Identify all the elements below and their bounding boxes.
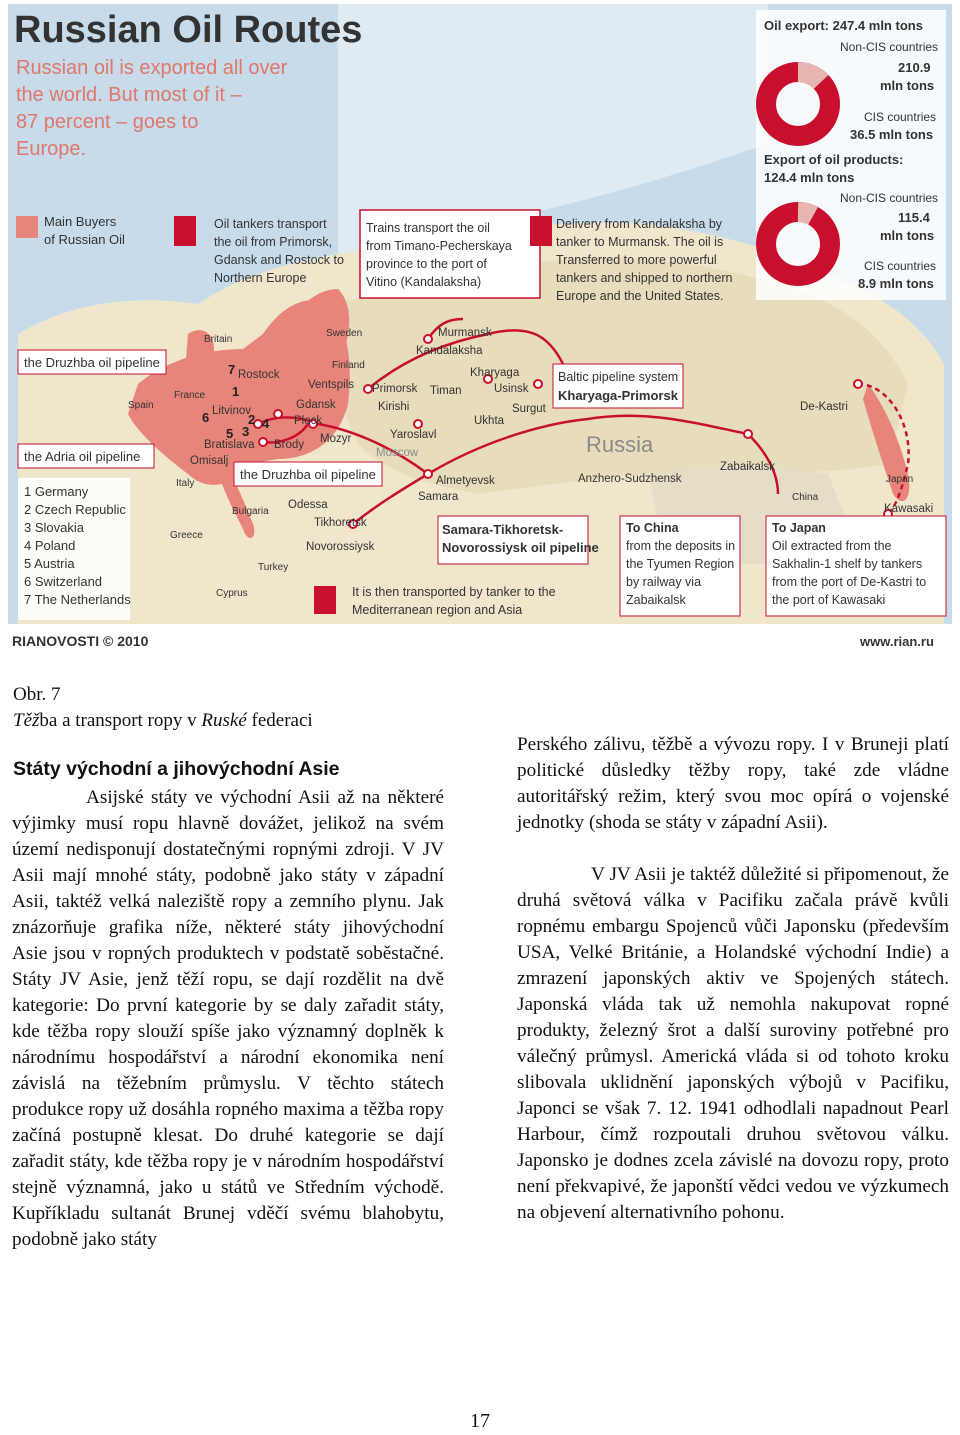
- svg-text:Oil tankers transport: Oil tankers transport: [214, 217, 327, 231]
- figure-caption: [13, 682, 313, 734]
- svg-text:Finland: Finland: [332, 360, 365, 371]
- svg-text:Non-CIS countries: Non-CIS countries: [840, 40, 939, 54]
- svg-text:De-Kastri: De-Kastri: [800, 401, 848, 413]
- svg-text:Murmansk: Murmansk: [438, 327, 492, 339]
- svg-text:tankers and shipped to norther: tankers and shipped to northern: [556, 271, 733, 285]
- svg-text:2: 2: [248, 412, 256, 427]
- svg-text:Ventspils: Ventspils: [308, 379, 355, 391]
- svg-text:the Druzhba oil pipeline: the Druzhba oil pipeline: [240, 467, 376, 482]
- druzhba-label-2: [234, 462, 382, 486]
- svg-text:the Tyumen Region: the Tyumen Region: [626, 557, 735, 571]
- figure-title: Těžba a transport ropy v Ruské federaci: [13, 710, 313, 731]
- svg-text:Main Buyers: Main Buyers: [44, 214, 117, 229]
- svg-text:Oil extracted from the: Oil extracted from the: [772, 539, 892, 553]
- japan-label: [766, 516, 946, 616]
- svg-text:Trains transport the oil: Trains transport the oil: [366, 221, 490, 235]
- svg-text:8.9 mln tons: 8.9 mln tons: [858, 276, 934, 291]
- map-website: www.rian.ru: [860, 634, 934, 649]
- svg-text:Tikhoretsk: Tikhoretsk: [314, 517, 367, 529]
- map-credit: RIANOVOSTI © 2010: [12, 633, 149, 649]
- svg-text:Kirishi: Kirishi: [378, 401, 410, 413]
- svg-text:7 The Netherlands: 7 The Netherlands: [24, 592, 131, 607]
- map-title: Russian Oil Routes: [14, 9, 363, 51]
- svg-text:Vitino (Kandalaksha): Vitino (Kandalaksha): [366, 275, 482, 289]
- svg-text:Almetyevsk: Almetyevsk: [436, 475, 495, 487]
- svg-text:Samara: Samara: [418, 491, 459, 503]
- paragraph: V JV Asii je taktéž důležité si připomenout, že druhá světová válka v Pacifiku začala právě kvůli ropnému embargu Spojenců vůči Japonsku (především USA, Velké Británie, a Holandské východní Indie) a zmrazení japonských aktiv ve Spojených státech. Japonská vláda tak už nemohla nakupovat ropné produkty, železný šrot a další suroviny potřebné pro válečný průmysl. Americká vláda si od tohoto kroku slibovala uklidnění japonských výbojů v Pacifiku, Japonci se však 7. 12. 1941 odhodlali napadnout Pearl Harbour, čímž rozpoutali druhou světovou válku. Japonsko je dodnes zcela závislé na dovozu ropy, proto není překvapivé, že japonští vědci vedou ve výzkumech na objevení alternativního pohonu.: [517, 864, 949, 1223]
- svg-text:It is then transported by tank: It is then transported by tanker to the: [352, 585, 556, 599]
- adria-label: [18, 444, 154, 468]
- box-kandalaksha: [530, 216, 733, 303]
- svg-text:1 Germany: 1 Germany: [24, 484, 89, 499]
- svg-text:Gdansk: Gdansk: [296, 399, 336, 411]
- svg-text:Omisalj: Omisalj: [190, 455, 229, 467]
- svg-text:Ukhta: Ukhta: [474, 415, 505, 427]
- svg-text:Surgut: Surgut: [512, 403, 546, 415]
- svg-text:Plock: Plock: [294, 415, 323, 427]
- svg-text:Kharyaga: Kharyaga: [470, 367, 520, 379]
- svg-text:Novorossiysk: Novorossiysk: [306, 541, 375, 553]
- paragraph: Perského zálivu, těžbě a vývozu ropy. I v Bruneji platí politické důsledky těžby ropy, také zde vládne autoritářský režim, který svou moc opírá o vojenské jednotky (shoda se státy v západní Asii).: [517, 734, 949, 833]
- russia-label: Russia: [586, 432, 654, 457]
- svg-text:5 Austria: 5 Austria: [24, 556, 75, 571]
- svg-text:of Russian Oil: of Russian Oil: [44, 232, 125, 247]
- svg-text:Kawasaki: Kawasaki: [884, 503, 934, 515]
- svg-text:To China: To China: [626, 521, 679, 535]
- svg-text:Cyprus: Cyprus: [216, 588, 248, 599]
- svg-text:Sakhalin-1 shelf by tankers: Sakhalin-1 shelf by tankers: [772, 557, 923, 571]
- svg-text:Brody: Brody: [274, 439, 305, 451]
- svg-text:Italy: Italy: [176, 478, 195, 489]
- svg-text:Kharyaga-Primorsk: Kharyaga-Primorsk: [558, 388, 678, 403]
- svg-text:To Japan: To Japan: [772, 521, 826, 535]
- svg-text:Delivery from Kandalaksha by: Delivery from Kandalaksha by: [556, 217, 723, 231]
- svg-text:4 Poland: 4 Poland: [24, 538, 76, 553]
- svg-text:the Adria oil pipeline: the Adria oil pipeline: [24, 449, 141, 464]
- svg-text:Anzhero-Sudzhensk: Anzhero-Sudzhensk: [578, 473, 682, 485]
- box-trains: [360, 210, 540, 298]
- svg-text:the port of Kawasaki: the port of Kawasaki: [772, 593, 886, 607]
- svg-text:Sweden: Sweden: [326, 328, 363, 339]
- svg-text:3 Slovakia: 3 Slovakia: [24, 520, 84, 535]
- svg-text:Russian oil is exported all ov: Russian oil is exported all over: [16, 57, 288, 79]
- svg-text:87 percent – goes to: 87 percent – goes to: [16, 111, 199, 133]
- svg-text:by railway via: by railway via: [626, 575, 702, 589]
- svg-text:Litvinov: Litvinov: [212, 405, 251, 417]
- svg-text:Primorsk: Primorsk: [372, 383, 418, 395]
- svg-text:3: 3: [242, 424, 250, 439]
- svg-text:Japan: Japan: [886, 474, 914, 485]
- svg-text:Baltic pipeline system: Baltic pipeline system: [558, 370, 679, 384]
- svg-text:Greece: Greece: [170, 530, 203, 541]
- svg-text:Samara-Tikhoretsk-: Samara-Tikhoretsk-: [442, 522, 564, 537]
- china-label: [620, 516, 740, 616]
- svg-text:Transferred to more powerful: Transferred to more powerful: [556, 253, 717, 267]
- svg-text:6 Switzerland: 6 Switzerland: [24, 574, 103, 589]
- svg-text:Novorossiysk oil pipeline: Novorossiysk oil pipeline: [442, 540, 599, 555]
- svg-text:Turkey: Turkey: [258, 562, 289, 573]
- svg-text:the world. But most of it –: the world. But most of it –: [16, 84, 242, 106]
- svg-text:Europe and the United States.: Europe and the United States.: [556, 289, 724, 303]
- svg-text:province to the port of: province to the port of: [366, 257, 487, 271]
- main-buyers-swatch: [16, 216, 38, 238]
- svg-text:Mozyr: Mozyr: [320, 433, 352, 445]
- svg-text:4: 4: [262, 416, 270, 431]
- page-number: 17: [470, 1410, 490, 1432]
- svg-text:Oil export: 247.4 mln tons: Oil export: 247.4 mln tons: [764, 18, 923, 33]
- svg-text:the Druzhba oil pipeline: the Druzhba oil pipeline: [24, 355, 160, 370]
- svg-text:210.9: 210.9: [898, 60, 931, 75]
- svg-text:115.4: 115.4: [898, 210, 930, 225]
- svg-text:Moscow: Moscow: [376, 447, 419, 459]
- svg-text:Europe.: Europe.: [16, 138, 87, 160]
- svg-text:CIS countries: CIS countries: [864, 259, 937, 273]
- svg-text:Mediterranean region and Asia: Mediterranean region and Asia: [352, 603, 523, 617]
- figure-number: Obr. 7: [13, 684, 61, 705]
- svg-text:Zabaikalsk: Zabaikalsk: [720, 461, 775, 473]
- svg-text:Zabaikalsk: Zabaikalsk: [626, 593, 686, 607]
- svg-text:Kandalaksha: Kandalaksha: [416, 345, 483, 357]
- svg-text:CIS countries: CIS countries: [864, 110, 937, 124]
- map-svg: [8, 4, 952, 654]
- svg-text:Britain: Britain: [204, 334, 233, 345]
- svg-text:Spain: Spain: [128, 400, 154, 411]
- svg-text:Usinsk: Usinsk: [494, 383, 529, 395]
- svg-text:1: 1: [232, 384, 240, 399]
- svg-text:Bratislava: Bratislava: [204, 439, 255, 451]
- svg-text:mln tons: mln tons: [880, 78, 935, 93]
- svg-text:Non-CIS countries: Non-CIS countries: [840, 191, 939, 205]
- svg-text:Timan: Timan: [430, 385, 462, 397]
- svg-text:Odessa: Odessa: [288, 499, 328, 511]
- svg-text:7: 7: [228, 362, 236, 377]
- svg-text:tanker to Murmansk. The oil is: tanker to Murmansk. The oil is: [556, 235, 724, 249]
- svg-text:China: China: [792, 492, 819, 503]
- svg-text:5: 5: [226, 426, 234, 441]
- druzhba-label: [18, 350, 166, 374]
- svg-text:36.5 mln tons: 36.5 mln tons: [850, 127, 934, 142]
- svg-text:124.4 mln tons: 124.4 mln tons: [764, 170, 855, 185]
- svg-text:France: France: [174, 390, 206, 401]
- svg-text:2 Czech Republic: 2 Czech Republic: [24, 502, 126, 517]
- baltic-label: [553, 364, 683, 408]
- oil-routes-map: [8, 4, 952, 654]
- svg-text:Export of oil products:: Export of oil products:: [764, 152, 904, 167]
- svg-text:Gdansk and Rostock to: Gdansk and Rostock to: [214, 253, 344, 267]
- svg-text:Yaroslavl: Yaroslavl: [390, 429, 437, 441]
- left-column: [12, 785, 444, 1253]
- samara-label: [438, 516, 599, 564]
- svg-text:from the port of De-Kastri to: from the port of De-Kastri to: [772, 575, 927, 589]
- svg-text:Bulgaria: Bulgaria: [232, 506, 269, 517]
- svg-text:from Timano-Pecherskaya: from Timano-Pecherskaya: [366, 239, 512, 253]
- paragraph: Asijské státy ve východní Asii až na některé výjimky musí ropu hlavně dovážet, jelikož na svém území nedisponují dostatečnými ropnými zdroji. V JV Asii mají mnohé státy, podobně jako státy v západní Asii, taktéž velká naleziště ropy a zemního plynu. Jak znázorňuje grafika níže, některé státy jihovýchodní Asie jsou v ropných produktech v podstatě soběstačné. Státy JV Asie, jenž těží ropu, se dají rozdělit na dvě kategorie: Do první kategorie by se daly zařadit státy, kde těžba ropy slouží spíše jako významný doplněk k národnímu hospodářství a národní ekonomika není závislá na těžebním průmyslu. V těchto státech produkce ropy už dosáhla ropného maxima a těžba ropy začíná postupně klesat. Do druhé kategorie se dají zařadit státy, kde těžba ropy je v národním hospodářství stejně významná, jako u států ve Středním východě. Kupříkladu sultanát Brunej vděčí svému blahobytu, podobně jako státy: [12, 787, 444, 1250]
- svg-text:Rostock: Rostock: [238, 369, 280, 381]
- svg-text:Northern Europe: Northern Europe: [214, 271, 307, 285]
- svg-text:6: 6: [202, 410, 210, 425]
- right-column: [517, 732, 949, 1226]
- svg-text:mln tons: mln tons: [880, 228, 935, 243]
- svg-text:from the deposits in: from the deposits in: [626, 539, 736, 553]
- svg-text:the oil from Primorsk,: the oil from Primorsk,: [214, 235, 333, 249]
- section-heading: Státy východní a jihovýchodní Asie: [13, 758, 340, 780]
